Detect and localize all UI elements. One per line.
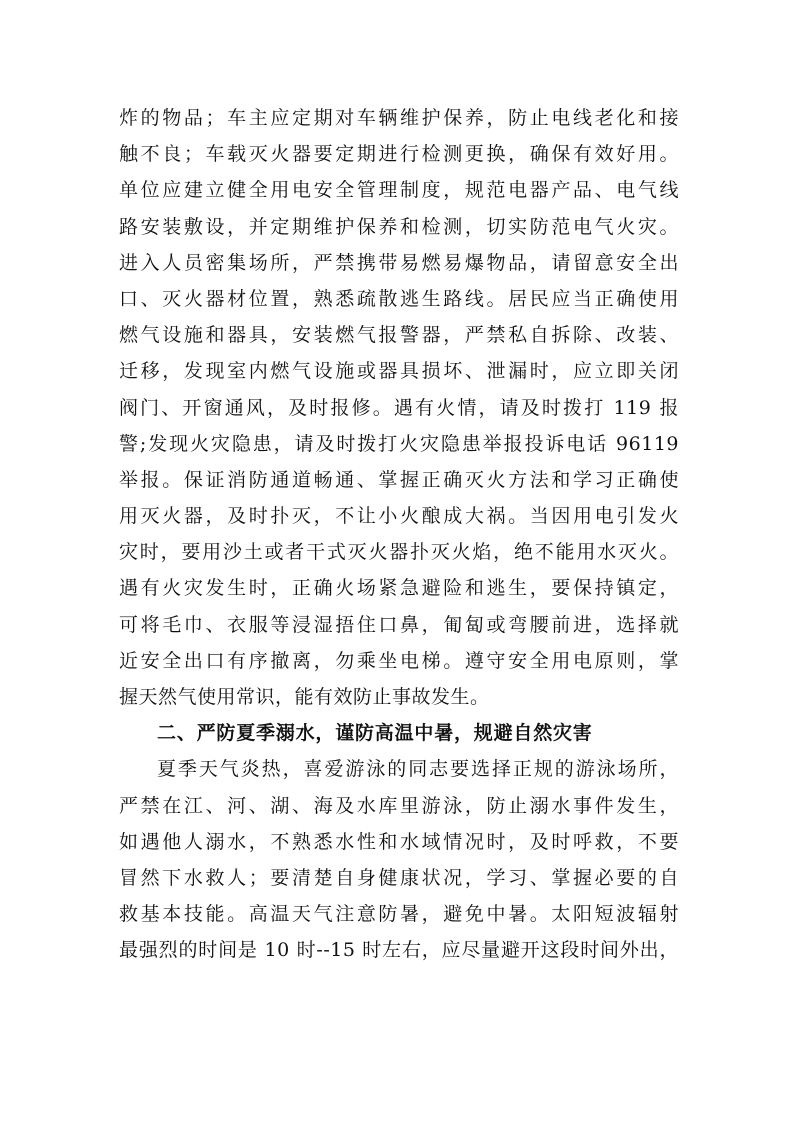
paragraph-line: 近安全出口有序撤离，勿乘坐电梯。遵守安全用电原则，掌: [119, 649, 679, 672]
paragraph-line: 燃气设施和器具，安装燃气报警器，严禁私自拆除、改装、: [119, 324, 679, 347]
paragraph-line: 夏季天气炎热，喜爱游泳的同志要选择正规的游泳场所，: [157, 758, 679, 781]
paragraph-line: 警;发现火灾隐患，请及时拨打火灾隐患举报投诉电话 96119: [119, 432, 679, 455]
paragraph-line: 举报。保证消防通道畅通、掌握正确灭火方法和学习正确使: [119, 468, 679, 491]
paragraph-line: 最强烈的时间是 10 时--15 时左右，应尽量避开这段时间外出，: [119, 939, 679, 962]
paragraph-line: 可将毛巾、衣服等浸湿捂住口鼻，匍匐或弯腰前进，选择就: [119, 613, 679, 636]
paragraph-line: 阀门、开窗通风，及时报修。遇有火情，请及时拨打 119 报: [119, 396, 679, 419]
paragraph-line: 口、灭火器材位置，熟悉疏散逃生路线。居民应当正确使用: [119, 287, 679, 310]
paragraph-line: 触不良；车载灭火器要定期进行检测更换，确保有效好用。: [119, 143, 679, 166]
paragraph-line: 用灭火器，及时扑灭，不让小火酿成大祸。当因用电引发火: [119, 505, 679, 528]
paragraph-line: 路安装敷设，并定期维护保养和检测，切实防范电气火灾。: [119, 215, 679, 238]
paragraph-line: 炸的物品；车主应定期对车辆维护保养，防止电线老化和接: [119, 107, 679, 129]
paragraph-line: 灾时，要用沙土或者干式灭火器扑灭火焰，绝不能用水灭火。: [119, 541, 679, 564]
paragraph-line: 救基本技能。高温天气注意防暑，避免中暑。太阳短波辐射: [119, 903, 679, 926]
paragraph-line: 握天然气使用常识，能有效防止事故发生。: [119, 686, 490, 708]
paragraph-line: 遇有火灾发生时，正确火场紧急避险和逃生，要保持镇定，: [119, 577, 679, 600]
paragraph-line: 单位应建立健全用电安全管理制度，规范电器产品、电气线: [119, 179, 679, 202]
paragraph-line: 迁移，发现室内燃气设施或器具损坏、泄漏时，应立即关闭: [119, 360, 679, 383]
section-heading: 二、严防夏季溺水，谨防高温中暑，规避自然灾害: [157, 722, 593, 745]
document-body: [119, 100, 679, 969]
paragraph-line: 冒然下水救人；要清楚自身健康状况，学习、掌握必要的自: [119, 866, 679, 889]
paragraph-line: 严禁在江、河、湖、海及水库里游泳，防止溺水事件发生，: [119, 794, 679, 817]
paragraph-line: 如遇他人溺水，不熟悉水性和水域情况时，及时呼救，不要: [119, 830, 679, 853]
paragraph-line: 进入人员密集场所，严禁携带易燃易爆物品，请留意安全出: [119, 251, 679, 274]
